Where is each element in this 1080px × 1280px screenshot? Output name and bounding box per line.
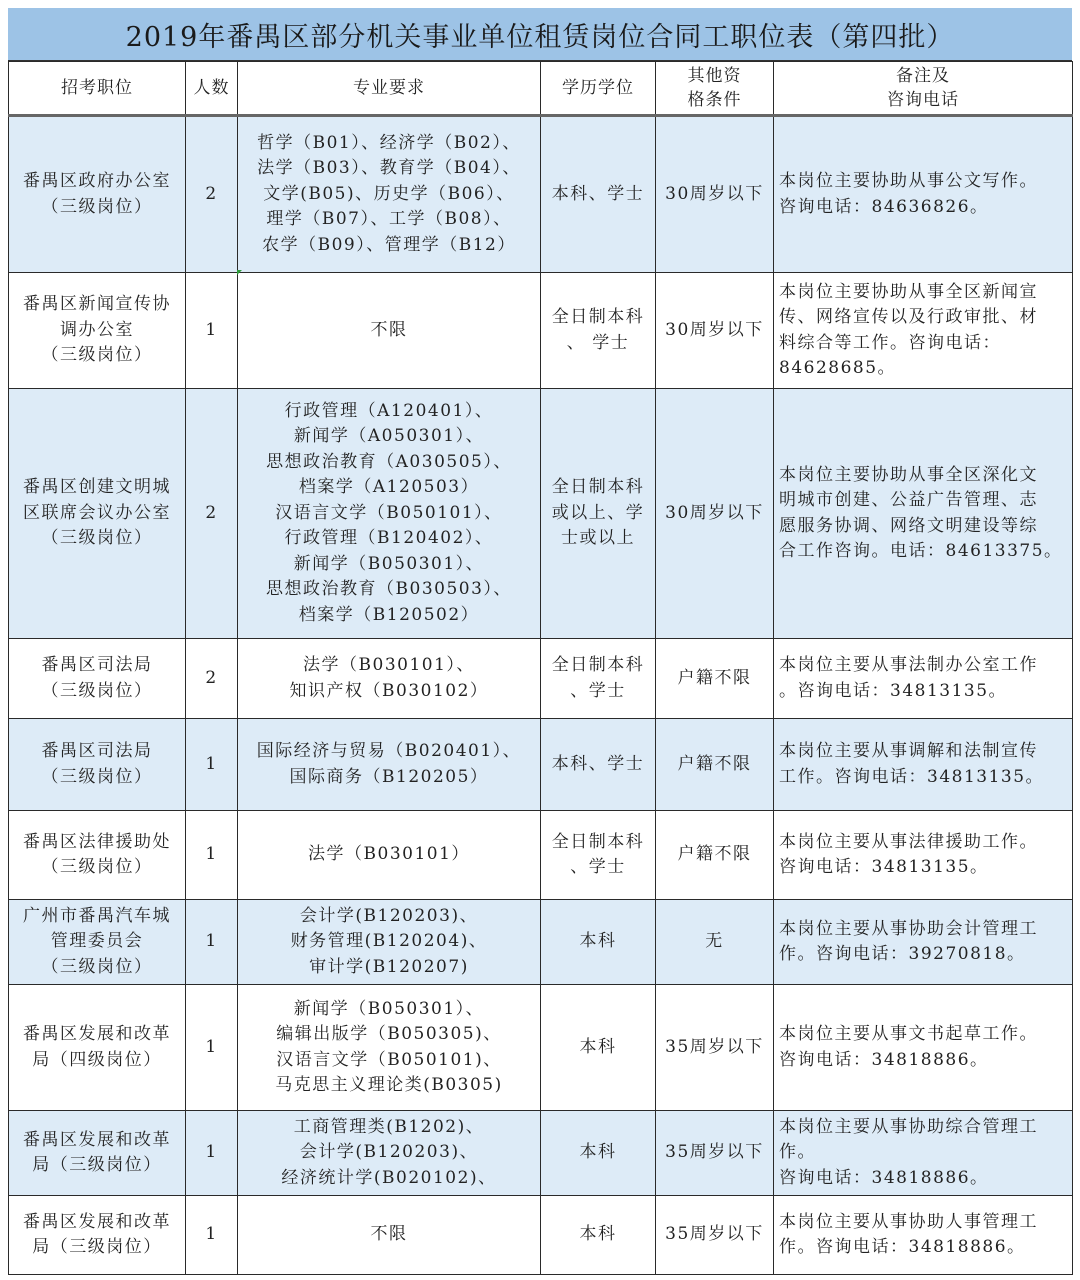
- cell-position-line: 番禺区司法局: [41, 741, 153, 761]
- cell-note-line: 咨询电话：34818886。: [779, 1167, 989, 1188]
- cell-major: [238, 811, 541, 900]
- cell-comment-indicator-icon: [237, 270, 242, 275]
- cell-major-line: 思想政治教育（B030503）、: [266, 579, 512, 600]
- cell-note-line: 工作。咨询电话：34813135。: [779, 766, 1045, 787]
- cell-note: [774, 1196, 1073, 1275]
- cell-note-line: 84628685。: [779, 358, 897, 378]
- cell-note: [774, 116, 1073, 273]
- cell-education: [541, 985, 656, 1111]
- cell-major: [238, 1196, 541, 1275]
- cell-major-line: 会计学(B120203)、: [299, 905, 479, 926]
- cell-education: [541, 1196, 656, 1275]
- cell-note-line: 愿服务协调、网络文明建设等综: [779, 515, 1038, 536]
- cell-note-line: 本岗位主要从事协助综合管理工: [779, 1116, 1038, 1137]
- cell-major-line: 财务管理(B120204)、: [290, 931, 488, 952]
- cell-major-line: 档案学（A120503）: [298, 477, 480, 498]
- table-row: [9, 116, 1073, 273]
- table-row: [9, 900, 1073, 985]
- cell-education: [541, 811, 656, 900]
- cell-note-line: 本岗位主要协助从事全区深化文: [779, 464, 1038, 485]
- header-text-line: 招考职位: [61, 78, 133, 98]
- cell-position: [9, 1111, 186, 1196]
- cell-major-line: 审计学(B120207): [309, 956, 469, 977]
- cell-position-line: 局（四级岗位）: [32, 1049, 162, 1070]
- cell-note-line: 作。: [779, 1142, 816, 1163]
- cell-education-line: 、 学士: [566, 332, 630, 353]
- header-other: [656, 62, 774, 116]
- cell-note-line: 咨询电话：84636826。: [779, 196, 989, 217]
- cell-education-line: 本科: [579, 931, 617, 952]
- page-title: 2019年番禺区部分机关事业单位租赁岗位合同工职位表（第四批）: [8, 8, 1072, 61]
- cell-education: [541, 1111, 656, 1196]
- cell-other-requirements: 30周岁以下: [656, 389, 774, 639]
- cell-education-line: 全日制本科: [551, 655, 645, 675]
- cell-major: [238, 1111, 541, 1196]
- cell-major-line: 法学（B030101）、: [303, 655, 475, 675]
- cell-position-line: 番禺区政府办公室: [23, 171, 171, 191]
- cell-position: [9, 900, 186, 985]
- cell-position-line: 局（三级岗位）: [32, 1155, 162, 1175]
- table-row: [9, 273, 1073, 389]
- cell-other-requirements: 无: [656, 900, 774, 985]
- cell-note: [774, 1111, 1073, 1196]
- header-position: [9, 62, 186, 116]
- table-row: [9, 639, 1073, 719]
- cell-major-line: 新闻学（B050301）、: [293, 553, 485, 574]
- cell-position: [9, 389, 186, 639]
- cell-education-line: 本科、学士: [551, 753, 645, 774]
- cell-position: [9, 985, 186, 1111]
- cell-position: [9, 273, 186, 389]
- cell-position-line: 番禺区司法局: [41, 655, 153, 675]
- positions-table: [8, 61, 1073, 1275]
- cell-major-line: 法学（B030101）: [308, 844, 470, 865]
- cell-position-line: 番禺区发展和改革: [23, 1129, 171, 1150]
- table-header-row: [9, 62, 1073, 116]
- cell-count: 1: [186, 985, 238, 1111]
- cell-other-requirements: 30周岁以下: [656, 116, 774, 273]
- cell-note-line: 合工作咨询。电话：84613375。: [779, 541, 1063, 561]
- cell-position-line: （三级岗位）: [41, 766, 153, 787]
- cell-major-line: 法学（B03）、教育学（B04）、: [257, 158, 521, 179]
- cell-education-line: 本科: [579, 1142, 617, 1163]
- cell-education-line: 、学士: [570, 680, 626, 701]
- cell-major-line: 工商管理类(B1202)、: [293, 1116, 485, 1137]
- cell-position: [9, 116, 186, 273]
- cell-education: [541, 116, 656, 273]
- cell-education-line: 或以上、学: [551, 502, 645, 523]
- cell-note-line: 作。咨询电话：39270818。: [779, 944, 1026, 964]
- cell-count: 1: [186, 273, 238, 389]
- header-text-line: 咨询电话: [887, 90, 959, 110]
- cell-major-line: 思想政治教育（A030505）、: [266, 451, 512, 472]
- cell-major: [238, 985, 541, 1111]
- cell-position-line: 局（三级岗位）: [32, 1237, 162, 1257]
- cell-position-line: （三级岗位）: [41, 528, 153, 549]
- cell-other-requirements: 户籍不限: [656, 639, 774, 719]
- cell-note: [774, 639, 1073, 719]
- table-row: [9, 811, 1073, 900]
- cell-note-line: 料综合等工作。咨询电话：: [779, 332, 1001, 353]
- cell-position-line: （三级岗位）: [41, 196, 153, 217]
- cell-education-line: 本科、学士: [551, 183, 645, 204]
- cell-count: 1: [186, 811, 238, 900]
- cell-note-line: 本岗位主要从事法制办公室工作: [779, 655, 1038, 675]
- cell-note-line: 咨询电话：34818886。: [779, 1049, 989, 1070]
- table-row: [9, 1111, 1073, 1196]
- cell-major-line: 马克思主义理论类(B0305): [275, 1075, 503, 1095]
- cell-education: [541, 900, 656, 985]
- header-text-line: 学历学位: [562, 78, 634, 98]
- cell-major: [238, 116, 541, 273]
- header-text-line: 专业要求: [353, 78, 425, 98]
- cell-education-line: 本科: [579, 1224, 617, 1245]
- cell-position-line: 番禺区法律援助处: [23, 831, 171, 852]
- cell-major: [238, 900, 541, 985]
- cell-note-line: 本岗位主要协助从事公文写作。: [779, 171, 1038, 191]
- header-text-line: 格条件: [687, 90, 742, 110]
- cell-count: 2: [186, 116, 238, 273]
- table-row: [9, 389, 1073, 639]
- cell-major: [238, 273, 541, 389]
- cell-major-line: 哲学（B01）、经济学（B02）、: [257, 132, 521, 153]
- cell-major: [238, 639, 541, 719]
- header-major: [238, 62, 541, 116]
- cell-note: [774, 273, 1073, 389]
- cell-major-line: 农学（B09）、管理学（B12）: [262, 234, 516, 255]
- cell-major: [238, 719, 541, 811]
- cell-note-line: 。咨询电话：34813135。: [779, 680, 1008, 701]
- cell-position: [9, 719, 186, 811]
- table-row: [9, 1196, 1073, 1275]
- cell-major-line: 新闻学（A050301）、: [293, 426, 485, 447]
- cell-note-line: 本岗位主要从事文书起草工作。: [779, 1024, 1038, 1044]
- cell-education-line: 全日制本科: [551, 477, 645, 498]
- cell-note: [774, 900, 1073, 985]
- cell-major-line: 行政管理（B120402）、: [284, 528, 494, 549]
- cell-position-line: 番禺区创建文明城: [23, 477, 171, 498]
- cell-count: 1: [186, 1111, 238, 1196]
- cell-major: [238, 389, 541, 639]
- table-body: [9, 116, 1073, 1275]
- cell-major-line: 文学(B05)、历史学（B06）、: [263, 183, 515, 204]
- header-count: [186, 62, 238, 116]
- cell-note: [774, 719, 1073, 811]
- cell-major-line: 经济统计学(B020102)、: [281, 1167, 497, 1188]
- cell-note: [774, 389, 1073, 639]
- cell-position-line: 区联席会议办公室: [23, 502, 171, 523]
- cell-position-line: 番禺区新闻宣传协: [23, 294, 171, 315]
- cell-major-line: 不限: [370, 319, 408, 340]
- cell-count: 1: [186, 900, 238, 985]
- cell-note-line: 本岗位主要从事协助会计管理工: [779, 918, 1038, 939]
- cell-note-line: 本岗位主要从事协助人事管理工: [779, 1211, 1038, 1232]
- cell-education-line: 、学士: [570, 857, 626, 877]
- cell-position-line: 管理委员会: [50, 931, 144, 952]
- cell-count: 1: [186, 1196, 238, 1275]
- cell-position: [9, 1196, 186, 1275]
- cell-position-line: （三级岗位）: [41, 956, 153, 977]
- cell-major-line: 新闻学（B050301）、: [293, 998, 485, 1019]
- cell-education-line: 全日制本科: [551, 307, 645, 327]
- cell-major-line: 理学（B07）、工学（B08）、: [266, 209, 512, 230]
- cell-major-line: 编辑出版学（B050305)、: [276, 1024, 502, 1044]
- cell-note-line: 传、网络宣传以及行政审批、材: [779, 307, 1038, 327]
- cell-position-line: （三级岗位）: [41, 345, 153, 366]
- cell-other-requirements: 35周岁以下: [656, 985, 774, 1111]
- cell-note-line: 作。咨询电话：34818886。: [779, 1237, 1026, 1257]
- cell-major-line: 不限: [370, 1224, 408, 1245]
- table-row: [9, 719, 1073, 811]
- cell-major-line: 国际商务（B120205）: [289, 766, 489, 787]
- cell-education: [541, 273, 656, 389]
- job-table-sheet: [8, 8, 1072, 1275]
- cell-position-line: 调办公室: [60, 319, 134, 340]
- cell-count: 2: [186, 639, 238, 719]
- cell-major-line: 国际经济与贸易（B020401）、: [256, 741, 522, 761]
- cell-note: [774, 811, 1073, 900]
- cell-position: [9, 811, 186, 900]
- cell-major-line: 知识产权（B030102）: [289, 680, 489, 701]
- cell-major-line: 汉语言文学（B050101)、: [276, 1049, 502, 1070]
- cell-education-line: 全日制本科: [551, 831, 645, 852]
- cell-education-line: 本科: [579, 1036, 617, 1057]
- cell-count: 2: [186, 389, 238, 639]
- cell-note-line: 咨询电话：34813135。: [779, 857, 989, 877]
- cell-note-line: 本岗位主要从事调解和法制宣传: [779, 741, 1038, 761]
- header-text-line: 备注及: [896, 66, 950, 86]
- cell-education-line: 士或以上: [561, 528, 635, 549]
- cell-note-line: 明城市创建、公益广告管理、志: [779, 490, 1038, 510]
- cell-other-requirements: 户籍不限: [656, 719, 774, 811]
- cell-count: 1: [186, 719, 238, 811]
- cell-note-line: 本岗位主要协助从事全区新闻宣: [779, 281, 1038, 302]
- cell-position-line: 番禺区发展和改革: [23, 1211, 171, 1232]
- cell-education: [541, 389, 656, 639]
- cell-position: [9, 639, 186, 719]
- cell-position-line: 广州市番禺汽车城: [23, 905, 171, 926]
- header-note: [774, 62, 1073, 116]
- cell-position-line: （三级岗位）: [41, 680, 153, 701]
- cell-education: [541, 639, 656, 719]
- cell-major-line: 行政管理（A120401）、: [284, 400, 494, 421]
- cell-position-line: 番禺区发展和改革: [23, 1024, 171, 1044]
- cell-major-line: 会计学(B120203)、: [299, 1142, 479, 1163]
- cell-other-requirements: 35周岁以下: [656, 1111, 774, 1196]
- cell-note: [774, 985, 1073, 1111]
- header-education: [541, 62, 656, 116]
- cell-note-line: 本岗位主要从事法律援助工作。: [779, 831, 1038, 852]
- table-row: [9, 985, 1073, 1111]
- header-text-line: 其他资: [687, 66, 742, 86]
- cell-other-requirements: 户籍不限: [656, 811, 774, 900]
- cell-major-line: 汉语言文学（B050101）、: [275, 502, 503, 523]
- header-text-line: 人数: [193, 78, 230, 98]
- cell-education: [541, 719, 656, 811]
- cell-other-requirements: 30周岁以下: [656, 273, 774, 389]
- cell-position-line: （三级岗位）: [41, 857, 153, 877]
- cell-major-line: 档案学（B120502）: [298, 604, 480, 625]
- cell-other-requirements: 35周岁以下: [656, 1196, 774, 1275]
